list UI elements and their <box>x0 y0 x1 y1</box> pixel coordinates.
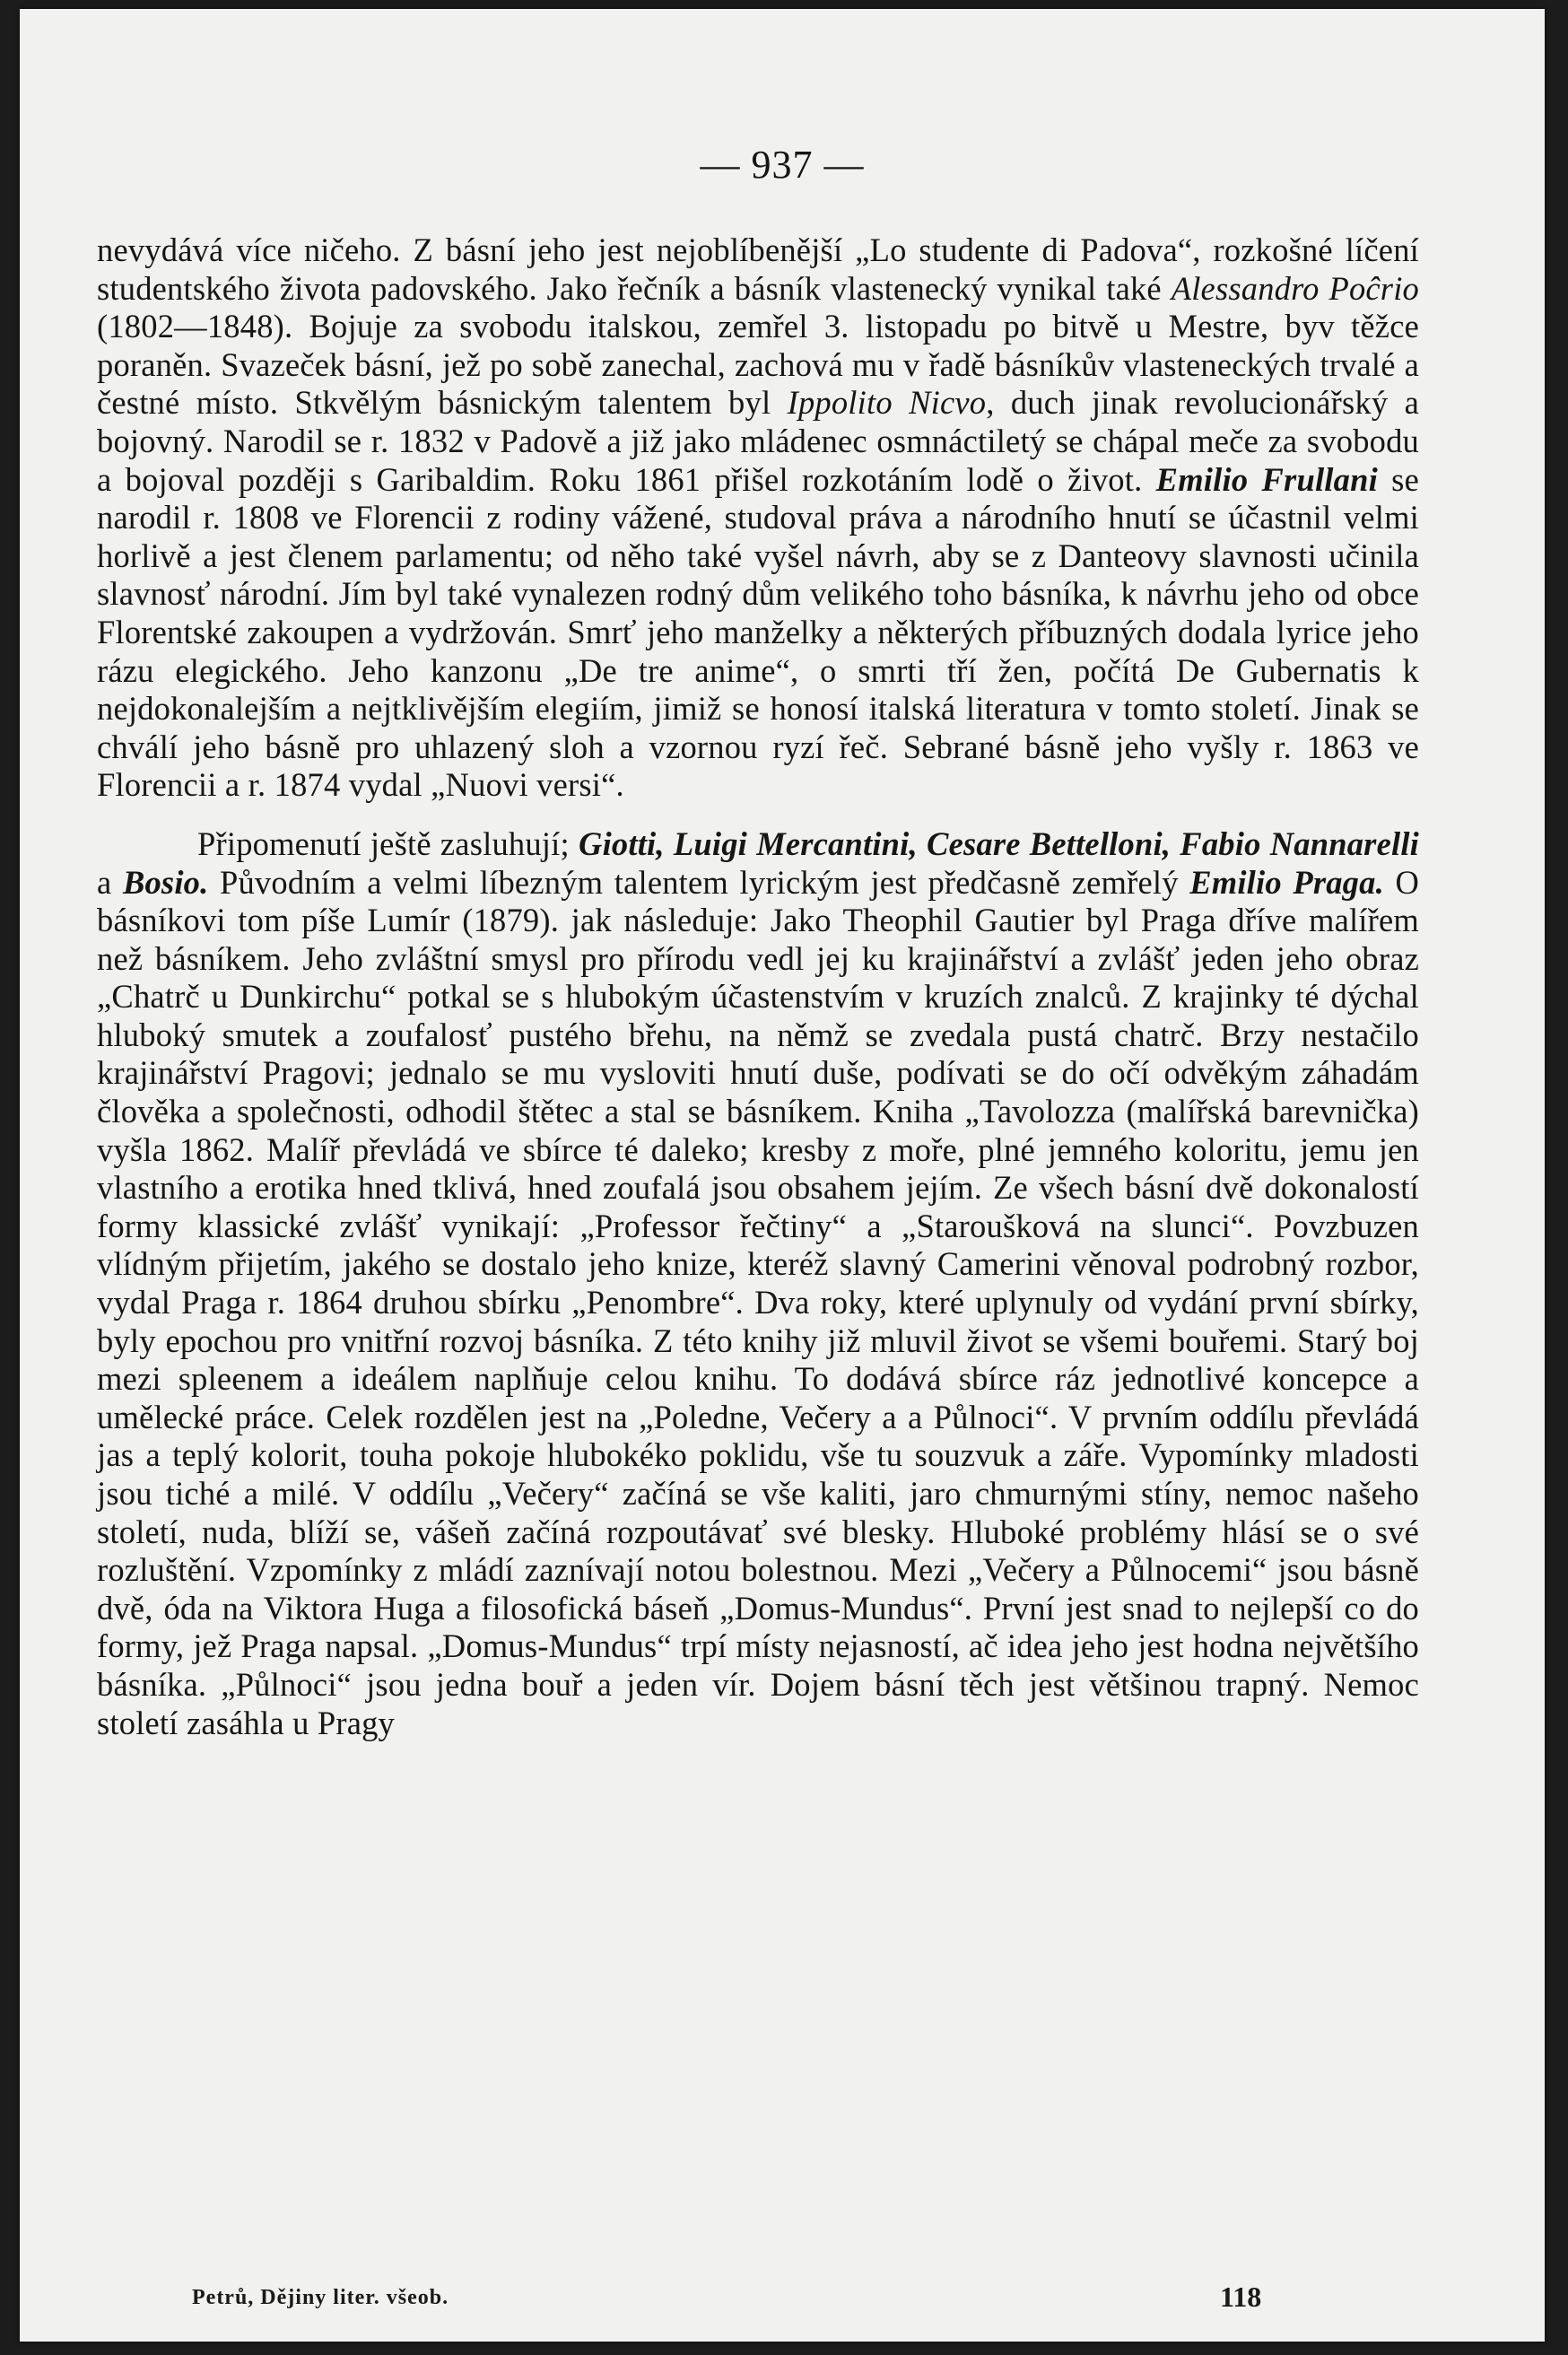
name-emilio-frullani: Emilio Frullani <box>1155 460 1378 498</box>
name-alessandro-poerio: Alessandro Poĉrio <box>1171 269 1420 307</box>
paragraph-1-text-3: , duch jinak revolucionářský a bojovný. Narodil se r. 1832 v Padově a již jako mládenec osmnáctiletý se chápal meče za svobodu a bojoval později s Garibaldim. Roku 1861 přišel rozkotáním lodě o život. <box>97 384 1420 498</box>
name-emilio-praga: Emilio Praga. <box>1189 863 1384 901</box>
paragraph-1-text-4: se narodil r. 1808 ve Florencii z rodiny vážené, studoval práva a národního hnutí se účastnil velmi horlivě a jest členem parlamentu; od něho také vyšel návrh, aby se z Danteovy slavnosti učinila slavnosť národní. Jím byl také vynalezen rodný dům velikého toho básníka, k návrhu jeho od obce Florentské zakoupen a vydržován. Smrť jeho manželky a některých příbuzných dodala lyrice jeho rázu elegického. Jeho kanzonu „De tre anime“, o smrti tří žen, počítá De Gubernatis k nejdokonalejším a nejtklivějším elegiím, jimiž se honosí italská literatura v tomto století. Jinak se chválí jeho básně pro uhlazený sloh a vzornou ryzí řeč. Sebrané básně jeho vyšly r. 1863 ve Florencii a r. 1874 vydal „Nuovi versi“. <box>97 460 1419 804</box>
name-bosio: Bosio. <box>122 863 209 901</box>
paragraph-2-text-4: O básníkovi tom píše Lumír (1879). jak následuje: Jako Theophil Gautier byl Praga dříve malířem než básníkem. Jeho zvláštní smysl pro přírodu vedl jej ku krajinářství a zvlášť jeden jeho obraz „Chatrč u Dunkirchu“ potkal se s hlubokým účastenstvím v kruzích znalců. Z krajinky té dýchal hluboký smutek a zoufalosť pustého břehu, na němž se zvedala pustá chatrč. Brzy nestačilo krajinářství Pragovi; jednalo se mu vysloviti hnutí duše, podívati se do očí odvěkým záhadám člověka a společnosti, odhodil štětec a stal se básníkem. Kniha „Tavolozza (malířská barevnička) vyšla 1862. Malíř převládá ve sbírce té daleko; kresby z moře, plné jemného koloritu, jemu jen vlastního a erotika hned tklivá, hned zoufalá jsou obsahem jejím. Ze všech básní dvě dokonalostí formy klassické zvlášť vynikají: „Professor řečtiny“ a „Staroušková na slunci“. Povzbuzen vlídným přijetím, jakého se dostalo jeho knize, kteréž slavný Camerini věnoval podrobný rozbor, vydal Praga r. 1864 druhou sbírku „Penombre“. Dva roky, které uplynuly od vydání první sbírky, byly epochou pro vnitřní rozvoj básníka. Z této knihy již mluvil život se všemi bouřemi. Starý boj mezi spleenem a ideálem naplňuje celou knihu. To dodává sbírce ráz jednotlivé koncepce a umělecké práce. Celek rozdělen jest na „Poledne, Večery a a Půlnoci“. V prvním oddílu převládá jas a teplý kolorit, touha pokoje hlubokéko poklidu, vše tu souzvuk a záře. Vypomínky mladosti jsou tiché a milé. V oddílu „Večery“ začíná se vše kaliti, jaro chmurnými stíny, nemoc našeho století, nuda, blíží se, vášeň začíná rozpoutávať své blesky. Hluboké problémy hlásí se o své rozluštění. Vzpomínky z mládí zaznívají notou bolestnou. Mezi „Večery a Půlnocemi“ jsou básně dvě, óda na Viktora Huga a filosofická báseň „Domus-Mundus“. První jest snad to nejlepší co do formy, jež Praga napsal. „Domus-Mundus“ trpí místy nejasností, ač idea jeho jest hodna největšího básníka. „Půlnoci“ jsou jedna bouř a jeden vír. Dojem básní těch jest většinou trapný. Nemoc století zasáhla u Pragy <box>97 863 1419 1741</box>
paragraph-2 <box>97 825 1419 1742</box>
paragraph-2-text-3: Původním a velmi líbezným talentem lyrickým jest předčasně zemřelý <box>208 863 1190 901</box>
body-text <box>97 231 1419 1742</box>
footer-book-title: Petrů, Dějiny liter. všeob. <box>192 2286 449 2309</box>
footer-signature-number: 118 <box>1220 2281 1262 2313</box>
paragraph-1-text-1: nevydává více ničeho. Z básní jeho jest nejoblíbenější „Lo studente di Padova“, rozkošné líčení studentského života padovského. Jako řečník a básník vlastenecký vynikal také <box>97 231 1419 307</box>
paragraph-2-text-2: a <box>97 863 123 901</box>
book-page <box>20 9 1545 2342</box>
page-number: — 937 — <box>700 143 865 187</box>
names-poets-list: Giotti, Luigi Mercantini, Cesare Bettelloni, Fabio Nannarelli <box>579 824 1420 862</box>
paragraph-2-text-1: Připomenutí ještě zasluhují; <box>197 824 579 862</box>
paragraph-1-text-2: (1802—1848). Bojuje za svobodu italskou, zemřel 3. listopadu po bitvě u Mestre, byv těžce poraněn. Svazeček básní, jež po sobě zanechal, zachová mu v řadě básníkův vlasteneckých trvalé a čestné místo. Stkvělým básnickým talentem byl <box>97 308 1419 422</box>
name-ippolito-nievo: Ippolito Nicvo <box>787 384 987 422</box>
paragraph-1 <box>97 231 1419 805</box>
